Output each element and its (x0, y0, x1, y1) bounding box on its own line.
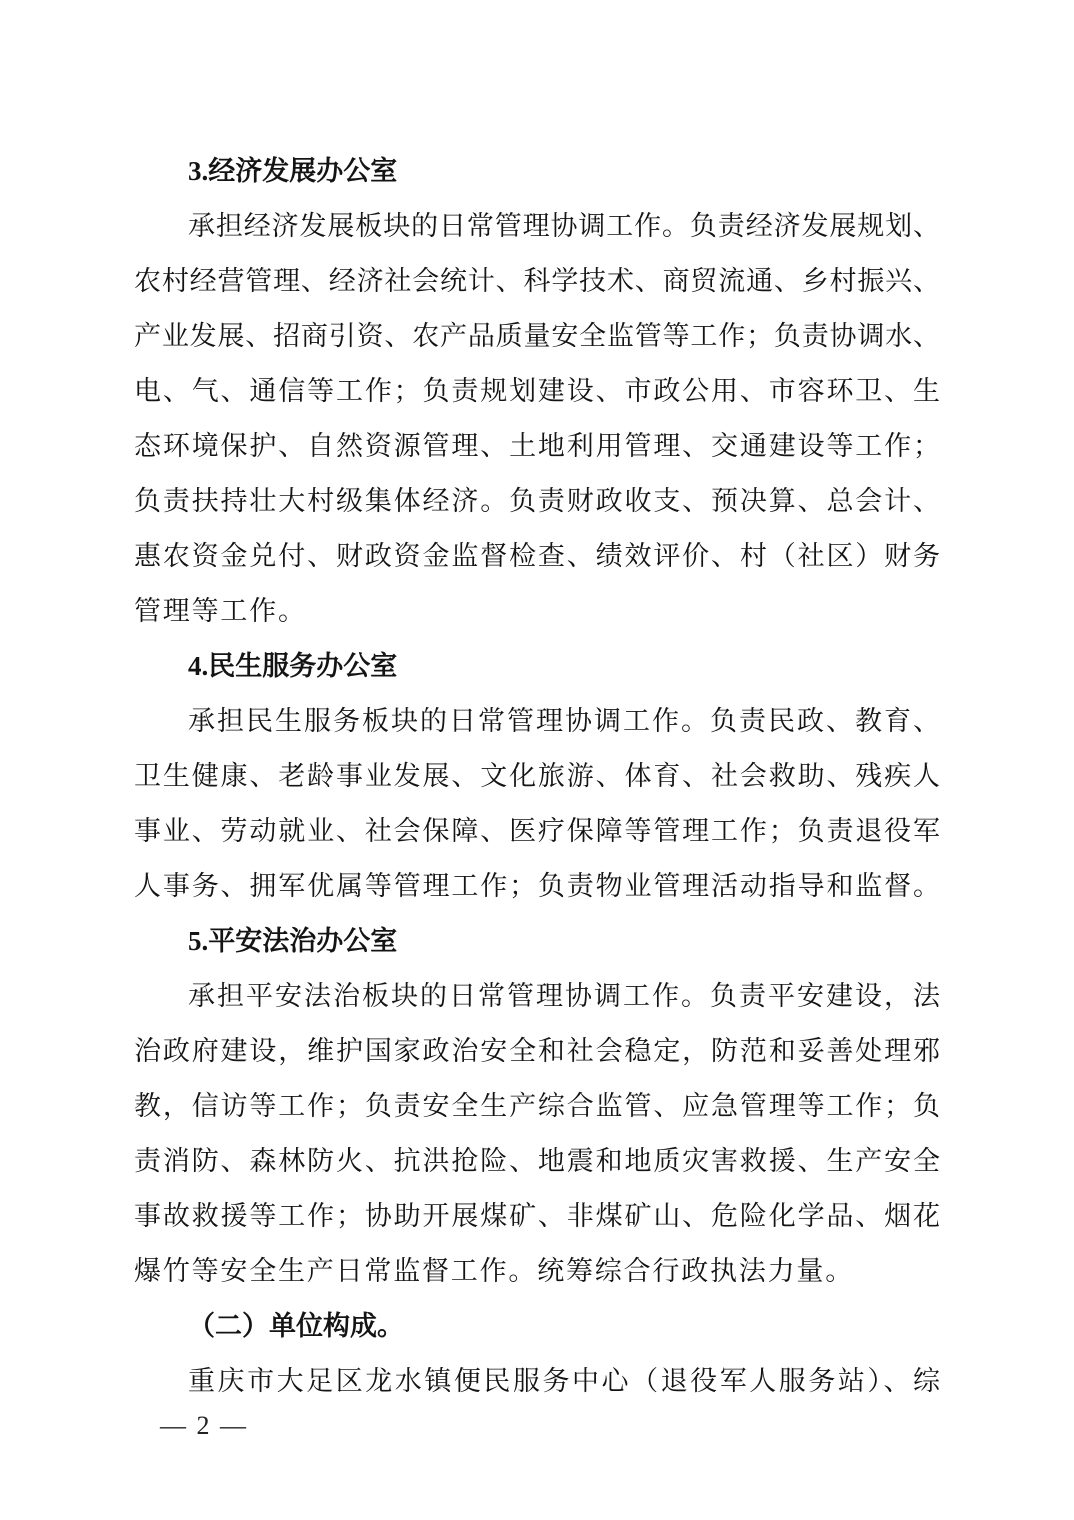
section-heading: （二）单位构成。 (188, 1311, 404, 1341)
document-lines (134, 144, 940, 1409)
text-line: 承担平安法治板块的日常管理协调工作。负责平安建设，法 (188, 981, 940, 1011)
text-line: 态环境保护、自然资源管理、土地利用管理、交通建设等工作； (134, 431, 940, 461)
text-line: 人事务、拥军优属等管理工作；负责物业管理活动指导和监督。 (134, 871, 940, 901)
text-line: 管理等工作。 (134, 596, 307, 626)
text-line: 事故救援等工作；协助开展煤矿、非煤矿山、危险化学品、烟花 (134, 1201, 940, 1231)
text-line: 惠农资金兑付、财政资金监督检查、绩效评价、村（社区）财务 (134, 541, 940, 571)
text-line: 责消防、森林防火、抗洪抢险、地震和地质灾害救援、生产安全 (134, 1146, 940, 1176)
text-line: 电、气、通信等工作；负责规划建设、市政公用、市容环卫、生 (134, 376, 940, 406)
page-footer (160, 1406, 248, 1446)
text-line: 卫生健康、老龄事业发展、文化旅游、体育、社会救助、残疾人 (134, 761, 940, 791)
text-line: 承担民生服务板块的日常管理协调工作。负责民政、教育、 (188, 706, 940, 736)
page-number: — 2 — (160, 1411, 248, 1440)
text-line: 农村经营管理、经济社会统计、科学技术、商贸流通、乡村振兴、 (134, 266, 940, 296)
text-line: 治政府建设，维护国家政治安全和社会稳定，防范和妥善处理邪 (134, 1036, 940, 1066)
text-line: 负责扶持壮大村级集体经济。负责财政收支、预决算、总会计、 (134, 486, 940, 516)
text-line: 爆竹等安全生产日常监督工作。统筹综合行政执法力量。 (134, 1256, 854, 1286)
text-line: 事业、劳动就业、社会保障、医疗保障等管理工作；负责退役军 (134, 816, 940, 846)
text-line: 承担经济发展板块的日常管理协调工作。负责经济发展规划、 (188, 211, 940, 241)
section-heading: 3.经济发展办公室 (188, 156, 398, 186)
text-line: 重庆市大足区龙水镇便民服务中心（退役军人服务站）、综 (188, 1366, 940, 1396)
section-heading: 5.平安法治办公室 (188, 926, 398, 956)
section-heading: 4.民生服务办公室 (188, 651, 398, 681)
text-line: 教，信访等工作；负责安全生产综合监管、应急管理等工作；负 (134, 1091, 940, 1121)
text-line: 产业发展、招商引资、农产品质量安全监管等工作；负责协调水、 (134, 321, 940, 351)
